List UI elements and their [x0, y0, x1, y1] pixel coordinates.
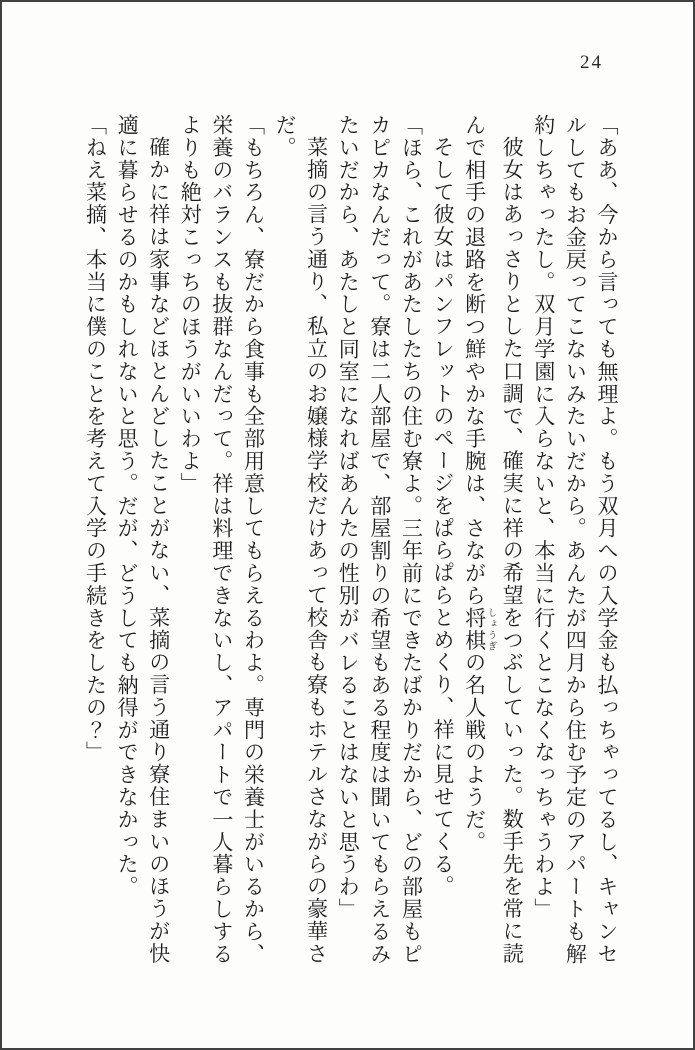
text-line: カピカなんだって。寮は二人部屋で、部屋割りの希望もある程度は聞いてもらえるみ [367, 114, 392, 966]
page-text [79, 114, 622, 974]
page-number: 24 [580, 52, 603, 73]
text-line: 「ああ、今から言っても無理よ。もう双月への入学金も払っちゃってるし、キャンセ [595, 114, 619, 966]
text-line: よりも絶対こっちのほうがいいわよ」 [178, 114, 203, 495]
text-line: 菜摘の言う通り、私立のお嬢様学校だけあって校舎も寮もホテルさながらの豪華さ [304, 136, 329, 966]
text-line: 「もちろん、寮だから食事も全部用意してもらえるわよ。専門の栄養士がいるから、 [241, 114, 266, 966]
text-line: 彼女はあっさりとした口調で、確実に祥の希望をつぶしていった。数手先を常に読 [500, 136, 525, 966]
text-line: だ。 [273, 114, 298, 159]
text-line: 適に暮らせるのかもしれないと思う。だが、どうしても納得ができなかった。 [115, 114, 140, 898]
text-line: そして彼女はパンフレットのページをぱらぱらとめくり、祥に見せてくる。 [431, 136, 456, 898]
text-line: 確かに祥は家事などほとんどしたことがない、菜摘の言う通り寮住まいのほうが快 [146, 136, 171, 966]
text-line: たいだから、あたしと同室になればあんたの性別がバレることはないと思うわ」 [336, 114, 361, 921]
text-line: 栄養のバランスも抜群なんだって。祥は料理できないし、アパートで一人暮らしする [209, 114, 234, 966]
text-line: 約しちゃったし。双月学園に入らないと、本当に行くとこなくなっちゃうわよ」 [531, 114, 556, 921]
text-line: 「ねえ菜摘、本当に僕のことを考えて入学の手続きをしたの？」 [83, 114, 108, 764]
text-line: んで相手の退路を断つ鮮やかな手腕は、さながら将棋 しょうぎの名人戦のようだ。 [462, 114, 496, 854]
furigana-ruby: 将棋 しょうぎ [462, 606, 496, 652]
text-line: ルしてもお金戻ってこないみたいだから。あんたが四月から住む予定のアパートも解 [563, 114, 588, 966]
text-line: 「ほら、これがあたしたちの住む寮よ。三年前にできたばかりだから、どの部屋もピ [399, 114, 424, 966]
